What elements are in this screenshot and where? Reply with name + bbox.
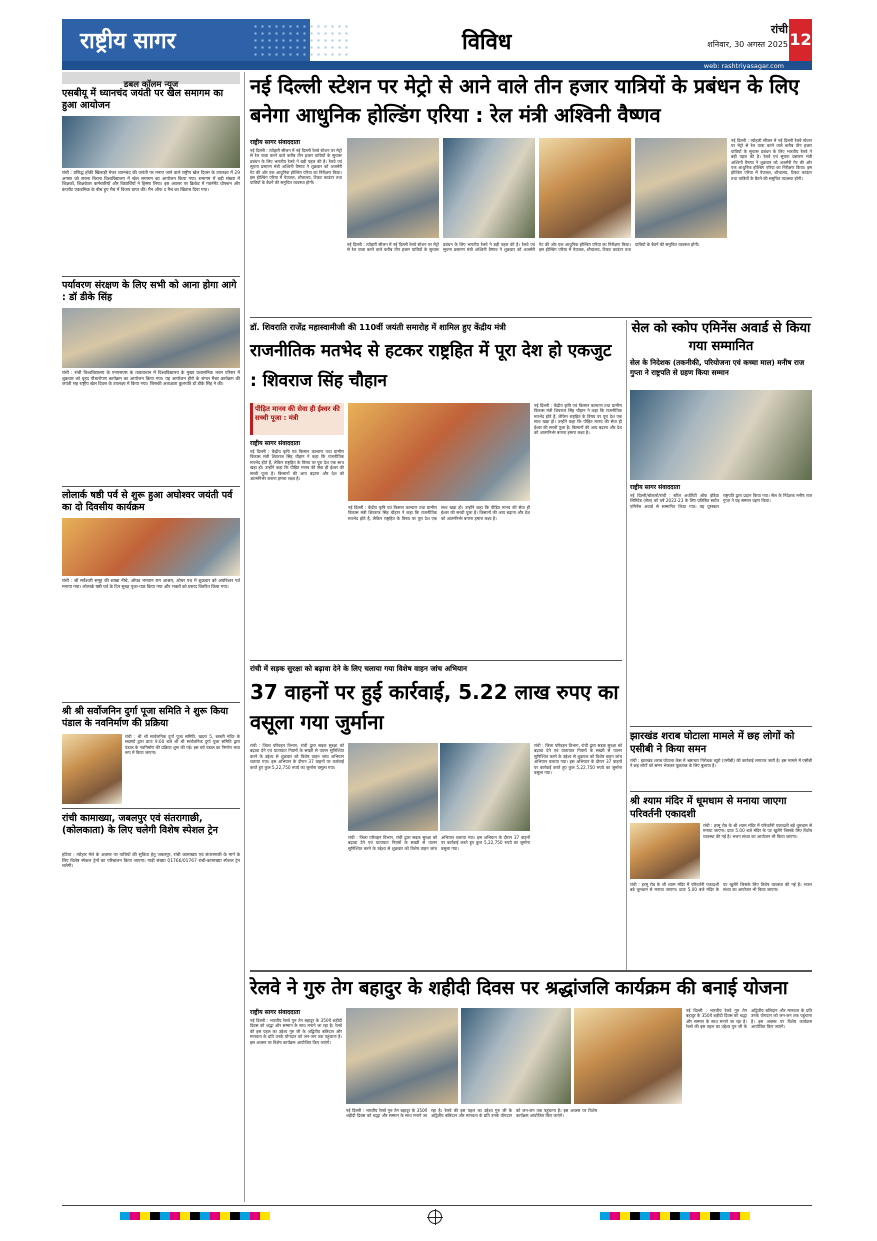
lead-photo-4 bbox=[635, 138, 727, 238]
shivraj-photo bbox=[348, 403, 530, 501]
sail-desk: राष्ट्रीय सागर संवाददाता bbox=[630, 484, 681, 491]
bottom-body: नई दिल्ली : भारतीय रेलवे गुरु तेग बहादुर के 350वें शहीदी दिवस को श्रद्धा और सम्मान के साथ मनाने जा रहा है। रेलवे की इस पहल का उद्देश्य गुरु जी के अद्वितीय बलिदान और मानवता के प्रति उनके योगदान को जन-जन तक पहुंचाना है। इस अवसर पर विशेष कार्यक्रम आयोजित किए जाएंगे। bbox=[250, 1018, 344, 1045]
bottom-headline: रेलवे ने गुरु तेग बहादुर के शहीदी दिवस पर श्रद्धांजलि कार्यक्रम की बनाई योजना bbox=[250, 978, 788, 999]
shyam-photo bbox=[630, 823, 700, 879]
date: शनिवार, 30 अगस्त 2025 bbox=[707, 40, 788, 49]
lead-body-right: नई दिल्ली : त्योहारी सीजन में नई दिल्ली रेलवे स्टेशन पर मेट्रो से रेल यात्रा करने वाले करीब तीन हजार यात्रियों के सुचारू प्रबंधन के लिए भारतीय रेलवे ने बड़ी पहल की है। रेलवे एवं सूचना प्रसारण मंत्री अश्विनी वैष्णव ने शुक्रवार को अजमेरी गेट की ओर एक आधुनिक होल्डिंग एरिया का निरीक्षण किया। इस होल्डिंग एरिया में पेयजल, शौचालय, टिकट काउंटर तथा यात्रियों के बैठने की समुचित व्यवस्था होगी। bbox=[731, 138, 814, 181]
shivraj-kicker: डॉ. शिवराति राजेंद्र महास्वामीजी की 110वीं जयंती समारोह में शामिल हुए केंद्रीय मंत्री bbox=[250, 322, 506, 332]
double-column-label-bar bbox=[62, 72, 240, 90]
story2-photo bbox=[62, 308, 240, 368]
left-column bbox=[62, 72, 240, 1202]
masthead-dot-pattern bbox=[252, 23, 352, 57]
page-number bbox=[789, 19, 812, 61]
lead-photo-1 bbox=[347, 138, 439, 238]
divider bbox=[630, 791, 812, 792]
footer-color-bar-right bbox=[600, 1212, 750, 1220]
shivraj-body-right: नई दिल्ली : केंद्रीय कृषि एवं किसान कल्याण तथा ग्रामीण विकास मंत्री शिवराज सिंह चौहान ने कहा कि राजनीतिक मतभेद होते हैं, लेकिन राष्ट्रहित के विषय पर पूरा देश एक साथ खड़ा हो। उन्होंने कहा कि पीड़ित मानव की सेवा ही ईश्वर की सच्ची पूजा है। किसानों की आय बढ़ाना और देश को आत्मनिर्भर बनाना हमारा लक्ष्य है। bbox=[534, 403, 624, 436]
sail-photo bbox=[630, 390, 812, 480]
sail-story bbox=[630, 320, 812, 720]
story1-body: रांची : प्रसिद्ध हॉकी खिलाड़ी मेजर ध्यानचंद की जयंती पर मनाए जाने वाले राष्ट्रीय खेल दिवस के उपलक्ष्य में 29 अगस्त को सरला बिरला विश्वविद्यालय में खेल समागम का आयोजन किया गया। समागम में बड़ी संख्या में शिक्षकों, शिक्षकेतर कर्मचारियों और विद्यार्थियों ने हिस्सा लिया। इस अवसर पर क्रिकेट में गवर्नमेंट प्रोफ्शन और कंप्लीट एकडमिक के बीच हुए मैच में विजय प्राप्त की। मैन ऑफ द मैच का खिताब दिया गया। bbox=[62, 171, 242, 193]
middle-rule bbox=[626, 320, 627, 970]
masthead bbox=[62, 19, 812, 61]
divider bbox=[250, 317, 812, 318]
footer-registration-mark bbox=[428, 1210, 442, 1224]
story3-body: रांची : श्री सर्वेश्वरी समूह की शाखा नीचे, ओघड भगवान राम आश्रम, ओघर पथ में शुक्रवार को अघोरेश्वर पर्व मनाया गया। लोलार्क षष्ठी पर्व के दिन सुबह पूजा-पाठ किया गया और भक्तों को प्रसाद वितरित किया गया। bbox=[62, 579, 242, 590]
lead-body: नई दिल्ली : त्योहारी सीजन में नई दिल्ली रेलवे स्टेशन पर मेट्रो से रेल यात्रा करने वाले करीब तीन हजार यात्रियों के सुचारू प्रबंधन के लिए भारतीय रेलवे ने बड़ी पहल की है। रेलवे एवं सूचना प्रसारण मंत्री अश्विनी वैष्णव ने शुक्रवार को अजमेरी गेट की ओर एक आधुनिक होल्डिंग एरिया का निरीक्षण किया। इस होल्डिंग एरिया में पेयजल, शौचालय, टिकट काउंटर तथा यात्रियों के बैठने की समुचित व्यवस्था होगी। bbox=[250, 148, 344, 186]
shivraj-desk: राष्ट्रीय सागर संवाददाता bbox=[250, 440, 301, 447]
bottom-photo-3 bbox=[574, 1008, 682, 1104]
bottom-desk: राष्ट्रीय सागर संवाददाता bbox=[250, 1009, 301, 1016]
website: web: rashtriyasagar.com bbox=[703, 62, 784, 70]
divider bbox=[62, 808, 240, 809]
shivraj-body: नई दिल्ली : केंद्रीय कृषि एवं किसान कल्याण तथा ग्रामीण विकास मंत्री शिवराज सिंह चौहान ने कहा कि राजनीतिक मतभेद होते हैं, लेकिन राष्ट्रहित के विषय पर पूरा देश एक साथ खड़ा हो। उन्होंने कहा कि पीड़ित मानव की सेवा ही ईश्वर की सच्ची पूजा है। किसानों की आय बढ़ाना और देश को आत्मनिर्भर बनाना हमारा लक्ष्य है। bbox=[250, 449, 346, 482]
bottom-photo-1 bbox=[346, 1008, 458, 1104]
story5-body: हटिया : त्योहार मेले के अवसर पर यात्रियों की सुविधा हेतु जबलपुर, रांची कामाख्या एवं संतरागाछी के मार्ग के लिए विशेष स्पेशल ट्रेनों का परिचालन किया जाएगा। गाड़ी संख्या 01766/01767 रांची-कामाख्या स्पेशल ट्रेन चलेगी। bbox=[62, 853, 242, 870]
vehicle-body-continued: रांची : जिला परिवहन विभाग, रांची द्वारा सड़क सुरक्षा को बढ़ावा देने एवं यातायात नियमों के सख्ती से पालन सुनिश्चित करने के उद्देश्य से शुक्रवार को विशेष वाहन जांच अभियान चलाया गया। इस अभियान के दौरान 37 वाहनों पर कार्रवाई करते हुए कुल 5,22,750 रुपये का जुर्माना वसूला गया। bbox=[348, 835, 532, 851]
shivraj-story bbox=[250, 320, 622, 655]
jharkhand-body: रांची : झारखंड शराब घोटाला केस में भ्रष्टाचार निरोधक ब्यूरो (एसीबी) की कार्रवाई लगातार जारी है। इस मामले में एसीबी ने छह लोगों को समन भेजकर पूछताछ के लिए बुलाया है। bbox=[630, 758, 814, 769]
lead-photo-2 bbox=[443, 138, 535, 238]
bottom-body-right: नई दिल्ली : भारतीय रेलवे गुरु तेग बहादुर के 350वें शहीदी दिवस को श्रद्धा और सम्मान के साथ मनाने जा रहा है। रेलवे की इस पहल का उद्देश्य गुरु जी के अद्वितीय बलिदान और मानवता के प्रति उनके योगदान को जन-जन तक पहुंचाना है। इस अवसर पर विशेष कार्यक्रम आयोजित किए जाएंगे। bbox=[686, 1008, 814, 1030]
paper-name: राष्ट्रीय सागर bbox=[80, 28, 176, 54]
shivraj-subhead-box bbox=[250, 403, 344, 435]
divider bbox=[62, 276, 240, 277]
shivraj-subhead: पीड़ित मानव की सेवा ही ईश्वर की सच्ची पूजा : मंत्री bbox=[255, 405, 340, 422]
page-number-text: 12 bbox=[789, 30, 812, 49]
shyam-headline: श्री श्याम मंदिर में धूमधाम से मनाया जाएगा परिवर्तनी एकादशी bbox=[630, 796, 787, 820]
divider bbox=[62, 486, 240, 487]
story3-photo bbox=[62, 518, 240, 576]
lead-body-continued: नई दिल्ली : त्योहारी सीजन में नई दिल्ली रेलवे स्टेशन पर मेट्रो से रेल यात्रा करने वाले करीब तीन हजार यात्रियों के सुचारू प्रबंधन के लिए भारतीय रेलवे ने बड़ी पहल की है। रेलवे एवं सूचना प्रसारण मंत्री अश्विनी वैष्णव ने शुक्रवार को अजमेरी गेट की ओर एक आधुनिक होल्डिंग एरिया का निरीक्षण किया। इस होल्डिंग एरिया में पेयजल, शौचालय, टिकट काउंटर तथा यात्रियों के बैठने की समुचित व्यवस्था होगी। bbox=[347, 242, 700, 253]
shivraj-headline: राजनीतिक मतभेद से हटकर राष्ट्रहित में पूरा देश हो एकजुट : शिवराज सिंह चौहान bbox=[250, 341, 612, 391]
vehicle-photo-1 bbox=[348, 743, 438, 831]
shyam-body-continued: रांची : हरमू रोड के श्री श्याम मंदिर में परिवर्तनी एकादशी बड़े धूमधाम से मनाया जाएगा। प्रातः 5.00 बजे मंदिर के पट खुलेंगे जिसके लिए विशेष व्यवस्था की गई है। भजन संध्या का आयोजन भी किया जाएगा। bbox=[630, 882, 814, 893]
story4-body: रांची : श्री श्री सार्वजनिक दुर्गा पूजा समिति, खदरा 5, बरबरी मंदिर के सदस्यों द्वारा प्रातः 9:00 बजे श्री श्री सार्वजनिक दुर्गा पूजा समिति द्वारा पंडाल के नवनिर्माण की प्रक्रिया शुरू की गई। इस वर्ष पंडाल का निर्माण भव्य रूप में किया जाएगा। bbox=[125, 734, 242, 756]
left-column-rule bbox=[244, 72, 245, 1202]
section-title: विविध bbox=[462, 30, 512, 55]
bottom-body-continued: नई दिल्ली : भारतीय रेलवे गुरु तेग बहादुर के 350वें शहीदी दिवस को श्रद्धा और सम्मान के साथ मनाने जा रहा है। रेलवे की इस पहल का उद्देश्य गुरु जी के अद्वितीय बलिदान और मानवता के प्रति उनके योगदान को जन-जन तक पहुंचाना है। इस अवसर पर विशेष कार्यक्रम आयोजित किए जाएंगे। bbox=[346, 1108, 599, 1119]
divider bbox=[250, 970, 812, 972]
bottom-story-area bbox=[250, 1008, 812, 1200]
sail-headline: सेल को स्कोप एमिनेंस अवार्ड से किया गया सम्मानित bbox=[631, 321, 811, 354]
vehicle-body: रांची : जिला परिवहन विभाग, रांची द्वारा सड़क सुरक्षा को बढ़ावा देने एवं यातायात नियमों के सख्ती से पालन सुनिश्चित करने के उद्देश्य से शुक्रवार को विशेष वाहन जांच अभियान चलाया गया। इस अभियान के दौरान 37 वाहनों पर कार्रवाई करते हुए कुल 5,22,750 रुपये का जुर्माना वसूला गया। bbox=[250, 743, 346, 770]
sail-subhead: सेल के निदेशक (तकनीकी, परियोजना एवं कच्चा माल) मनीष राज गुप्ता ने राष्ट्रपति से ग्रहण किया सम्मान bbox=[630, 358, 805, 377]
story2-body: रांची : रांची विश्वविद्यालय के एनएसएस के तत्वावधान में विश्वविद्यालय के मुख्य प्रशासनिक भवन परिसर में शुक्रवार को वृहद पौधारोपण कार्यक्रम का आयोजन किया गया। यह आयोजन हीरो के जंगल मैचर कार्यक्रम की जयंती सह राष्ट्रीय खेल दिवस के उपलक्ष्य में किया गया। जिसकी अध्यक्षता कुलपति डॉ डीके सिंह ने की। bbox=[62, 371, 242, 388]
web-strip bbox=[62, 61, 812, 70]
divider bbox=[250, 660, 622, 661]
shyam-body: रांची : हरमू रोड के श्री श्याम मंदिर में परिवर्तनी एकादशी बड़े धूमधाम से मनाया जाएगा। प्रातः 5.00 बजे मंदिर के पट खुलेंगे जिसके लिए विशेष व्यवस्था की गई है। भजन संध्या का आयोजन भी किया जाएगा। bbox=[703, 823, 814, 839]
story2-headline: पर्यावरण संरक्षण के लिए सभी को आना होगा आगे : डॉ डीके सिंह bbox=[62, 280, 237, 303]
shyam-story bbox=[630, 730, 812, 968]
divider bbox=[62, 702, 240, 703]
vehicle-kicker: रांची में सड़क सुरक्षा को बढ़ावा देने के लिए चलाया गया विशेष वाहन जांच अभियान bbox=[250, 664, 468, 673]
lead-desk: राष्ट्रीय सागर संवाददाता bbox=[250, 139, 301, 146]
story4-row bbox=[62, 734, 240, 804]
footer-color-bar-left bbox=[120, 1212, 270, 1220]
vehicle-story bbox=[250, 663, 622, 963]
shyam-row bbox=[630, 823, 812, 879]
divider bbox=[630, 726, 812, 727]
story4-photo bbox=[62, 734, 122, 804]
double-column-label: डबल कॉलम न्यूज bbox=[123, 80, 179, 90]
masthead-right-block bbox=[672, 19, 788, 61]
story4-headline: श्री श्री सर्वोजनिन दुर्गा पूजा समिति ने शुरू किया पंडाल के नवनिर्माण की प्रक्रिया bbox=[62, 706, 229, 729]
shivraj-body-continued: नई दिल्ली : केंद्रीय कृषि एवं किसान कल्याण तथा ग्रामीण विकास मंत्री शिवराज सिंह चौहान ने कहा कि राजनीतिक मतभेद होते हैं, लेकिन राष्ट्रहित के विषय पर पूरा देश एक साथ खड़ा हो। उन्होंने कहा कि पीड़ित मानव की सेवा ही ईश्वर की सच्ची पूजा है। किसानों की आय बढ़ाना और देश को आत्मनिर्भर बनाना हमारा लक्ष्य है। bbox=[348, 505, 532, 521]
footer-rule bbox=[62, 1205, 812, 1206]
vehicle-photo-2 bbox=[440, 743, 530, 831]
vehicle-headline: 37 वाहनों पर हुई कार्रवाई, 5.22 लाख रुपए का वसूला गया जुर्माना bbox=[250, 680, 619, 734]
story1-photo bbox=[62, 116, 240, 168]
story1-headline: एसबीयू में ध्यानचंद जयंती पर खेल समागम का हुआ आयोजन bbox=[62, 88, 224, 111]
lead-photo-3 bbox=[539, 138, 631, 238]
lead-story-area bbox=[250, 138, 812, 314]
sail-body: नई दिल्ली/बोकारो/रांची : स्टील अथॉरिटी ऑफ इंडिया लिमिटेड (सेल) को वर्ष 2022-23 के लिए प्रतिष्ठित स्कोप एमिनेंस अवार्ड से सम्मानित किया गया। यह पुरस्कार राष्ट्रपति द्वारा प्रदान किया गया। सेल के निदेशक मनीष राज गुप्ता ने यह सम्मान ग्रहण किया। bbox=[630, 493, 814, 509]
vehicle-body-right: रांची : जिला परिवहन विभाग, रांची द्वारा सड़क सुरक्षा को बढ़ावा देने एवं यातायात नियमों के सख्ती से पालन सुनिश्चित करने के उद्देश्य से शुक्रवार को विशेष वाहन जांच अभियान चलाया गया। इस अभियान के दौरान 37 वाहनों पर कार्रवाई करते हुए कुल 5,22,750 रुपये का जुर्माना वसूला गया। bbox=[534, 743, 624, 776]
story3-headline: लोलार्क षष्ठी पर्व से शुरू हुआ अघोश्वर जयंती पर्व का दो दिवसीय कार्यक्रम bbox=[62, 490, 233, 513]
jharkhand-headline: झारखंड शराब घोटाला मामले में छह लोगों को एसीबी ने किया समन bbox=[630, 731, 795, 755]
lead-headline: नई दिल्ली स्टेशन पर मेट्रो से आने वाले तीन हजार यात्रियों के प्रबंधन के लिए बनेगा आधुनिक होल्डिंग एरिया : रेल मंत्री अश्विनी वैष्णव bbox=[250, 74, 800, 127]
story5-headline: रांची कामाख्या, जबलपुर एवं संतरागाछी, (कोलकाता) के लिए चलेगी विशेष स्पेशल ट्रेन bbox=[62, 813, 218, 836]
bottom-photo-2 bbox=[461, 1008, 571, 1104]
city: रांची bbox=[770, 23, 788, 36]
